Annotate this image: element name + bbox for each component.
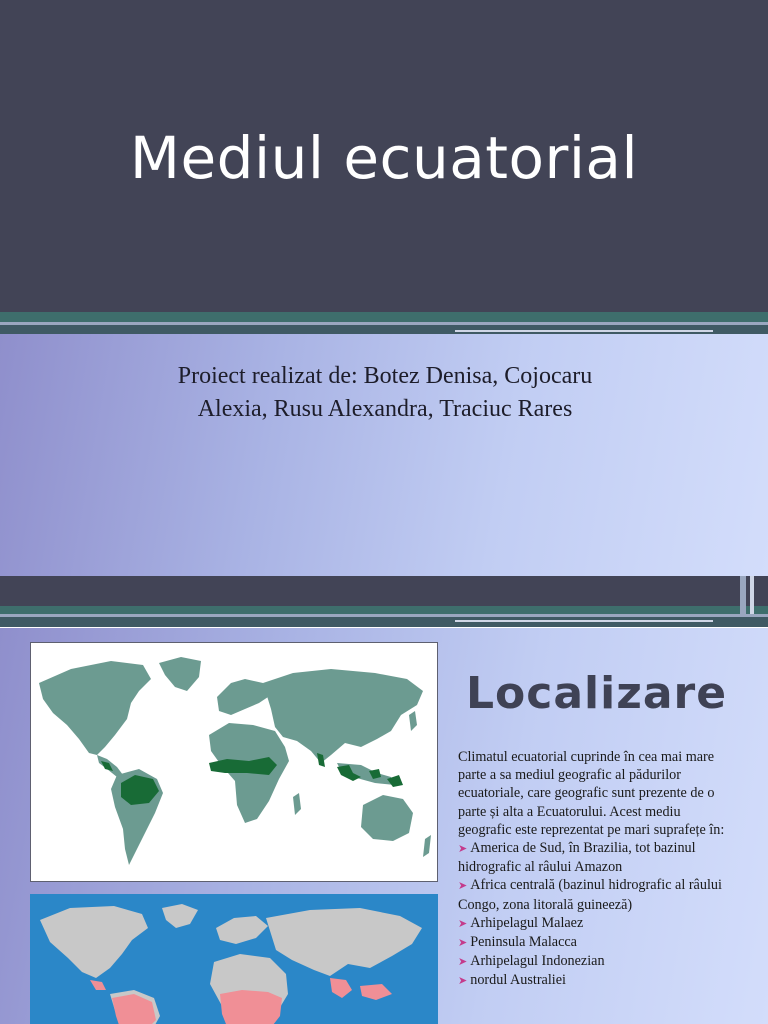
slide-heading: Localizare bbox=[466, 668, 728, 719]
chevron-right-icon: ➤ bbox=[458, 917, 468, 930]
location-list bbox=[458, 839, 728, 991]
list-item bbox=[458, 876, 728, 913]
divider-line bbox=[455, 620, 713, 622]
divider-line bbox=[740, 576, 746, 614]
chevron-right-icon: ➤ bbox=[458, 956, 468, 969]
world-map-svg bbox=[31, 643, 438, 882]
list-item-text: America de Sud, în Brazilia, tot bazinul hidrografic al râului Amazon bbox=[458, 840, 696, 876]
list-item bbox=[458, 933, 728, 952]
intro-paragraph: Climatul ecuatorial cuprinde în cea mai mare parte a sa mediul geografic al pădurilor ecuatoriale, care geografic sunt prezente de o parte și alta a Ecuatorului. Acest mediu geografic este reprezentat pe mari suprafețe în: bbox=[458, 749, 725, 838]
world-map-secondary-svg bbox=[30, 894, 438, 1024]
list-item-text: Arhipelagul Malaez bbox=[470, 914, 584, 931]
teal-stripe bbox=[0, 606, 768, 614]
list-item-text: Peninsula Malacca bbox=[470, 934, 577, 951]
list-item-text: Africa centrală (bazinul hidrografic al râului Congo, zona litorală guineeză) bbox=[458, 877, 722, 913]
header-band bbox=[0, 576, 768, 606]
list-item bbox=[458, 971, 728, 990]
chevron-right-icon: ➤ bbox=[458, 880, 468, 893]
list-item-text: Arhipelagul Indonezian bbox=[470, 953, 605, 970]
list-item-text: nordul Australiei bbox=[470, 972, 566, 989]
list-item bbox=[458, 952, 728, 971]
teal-stripe bbox=[0, 312, 768, 322]
divider-line bbox=[750, 576, 754, 614]
world-map-secondary bbox=[30, 894, 438, 1024]
world-map-equatorial bbox=[30, 642, 438, 882]
chevron-right-icon: ➤ bbox=[458, 843, 468, 856]
chevron-right-icon: ➤ bbox=[458, 975, 468, 988]
body-text bbox=[458, 748, 728, 991]
subtitle-line-2: Alexia, Rusu Alexandra, Traciuc Rares bbox=[197, 396, 573, 422]
list-item bbox=[458, 914, 728, 933]
divider-line bbox=[0, 617, 768, 627]
divider-line bbox=[455, 330, 713, 332]
subtitle-line-1: Proiect realizat de: Botez Denisa, Cojocaru bbox=[177, 363, 593, 389]
slide-title: Mediul ecuatorial bbox=[129, 124, 639, 192]
localizare-slide bbox=[0, 576, 768, 1024]
slide-subtitle bbox=[80, 360, 690, 426]
chevron-right-icon: ➤ bbox=[458, 937, 468, 950]
list-item bbox=[458, 839, 728, 876]
